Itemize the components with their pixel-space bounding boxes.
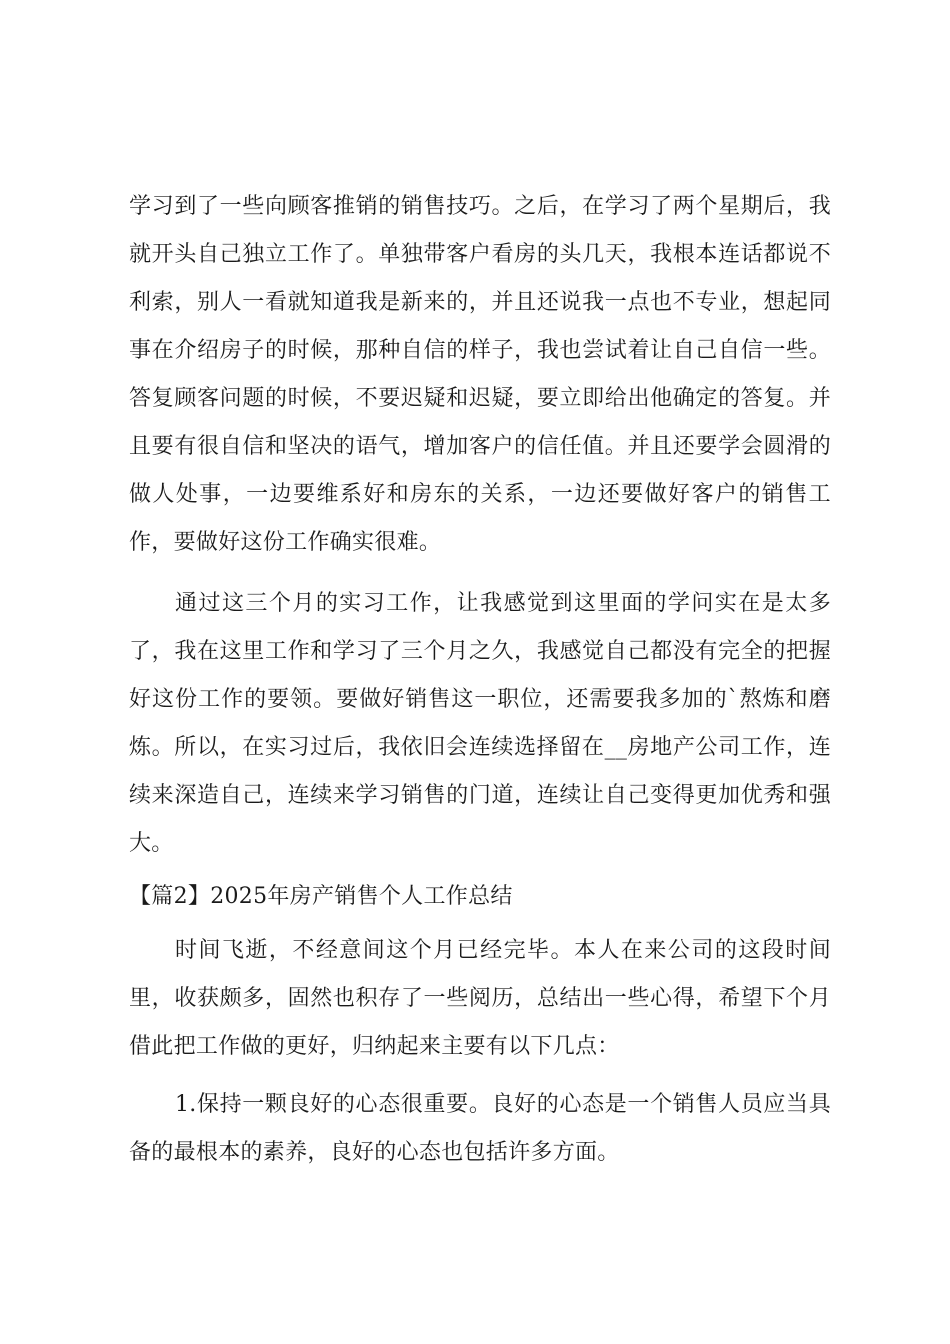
paragraph-1-line-6: 且要有很自信和坚决的语气，增加客户的信任值。并且还要学会圆滑的 [129, 434, 831, 459]
paragraph-2-line-3: 好这份工作的要领。要做好销售这一职位，还需要我多加的`熬炼和磨 [129, 687, 831, 712]
section-heading: 【篇2】2025年房产销售个人工作总结 [129, 884, 513, 909]
paragraph-2-line-6: 大。 [129, 831, 174, 856]
paragraph-2-line-1: 通过这三个月的实习工作，让我感觉到这里面的学问实在是太多 [175, 591, 831, 616]
paragraph-3-line-3: 借此把工作做的更好，归纳起来主要有以下几点： [129, 1034, 620, 1059]
paragraph-1-line-1: 学习到了一些向顾客推销的销售技巧。之后，在学习了两个星期后，我 [129, 194, 831, 219]
paragraph-1-line-4: 事在介绍房子的时候，那种自信的样子，我也尝试着让自己自信一些。 [129, 338, 831, 363]
paragraph-4-line-2: 备的最根本的素养，良好的心态也包括许多方面。 [129, 1140, 620, 1165]
paragraph-3-line-2: 里，收获颇多，固然也积存了一些阅历，总结出一些心得，希望下个月 [129, 986, 831, 1011]
paragraph-2-line-2: 了，我在这里工作和学习了三个月之久，我感觉自己都没有完全的把握 [129, 639, 831, 664]
paragraph-3-line-1: 时间飞逝，不经意间这个月已经完毕。本人在来公司的这段时间 [175, 938, 831, 963]
paragraph-1-line-8: 作，要做好这份工作确实很难。 [129, 530, 442, 555]
paragraph-4-line-1: 1.保持一颗良好的心态很重要。良好的心态是一个销售人员应当具 [175, 1092, 831, 1117]
paragraph-2-line-4: 炼。所以，在实习过后，我依旧会连续选择留在__房地产公司工作，连 [129, 735, 831, 760]
paragraph-1-line-2: 就开头自己独立工作了。单独带客户看房的头几天，我根本连话都说不 [129, 242, 831, 267]
paragraph-2-line-5: 续来深造自己，连续来学习销售的门道，连续让自己变得更加优秀和强 [129, 783, 831, 808]
paragraph-1-line-3: 利索，别人一看就知道我是新来的，并且还说我一点也不专业，想起同 [129, 290, 831, 315]
paragraph-1-line-5: 答复顾客问题的时候，不要迟疑和迟疑，要立即给出他确定的答复。并 [129, 386, 831, 411]
paragraph-1-line-7: 做人处事，一边要维系好和房东的关系，一边还要做好客户的销售工 [129, 482, 831, 507]
